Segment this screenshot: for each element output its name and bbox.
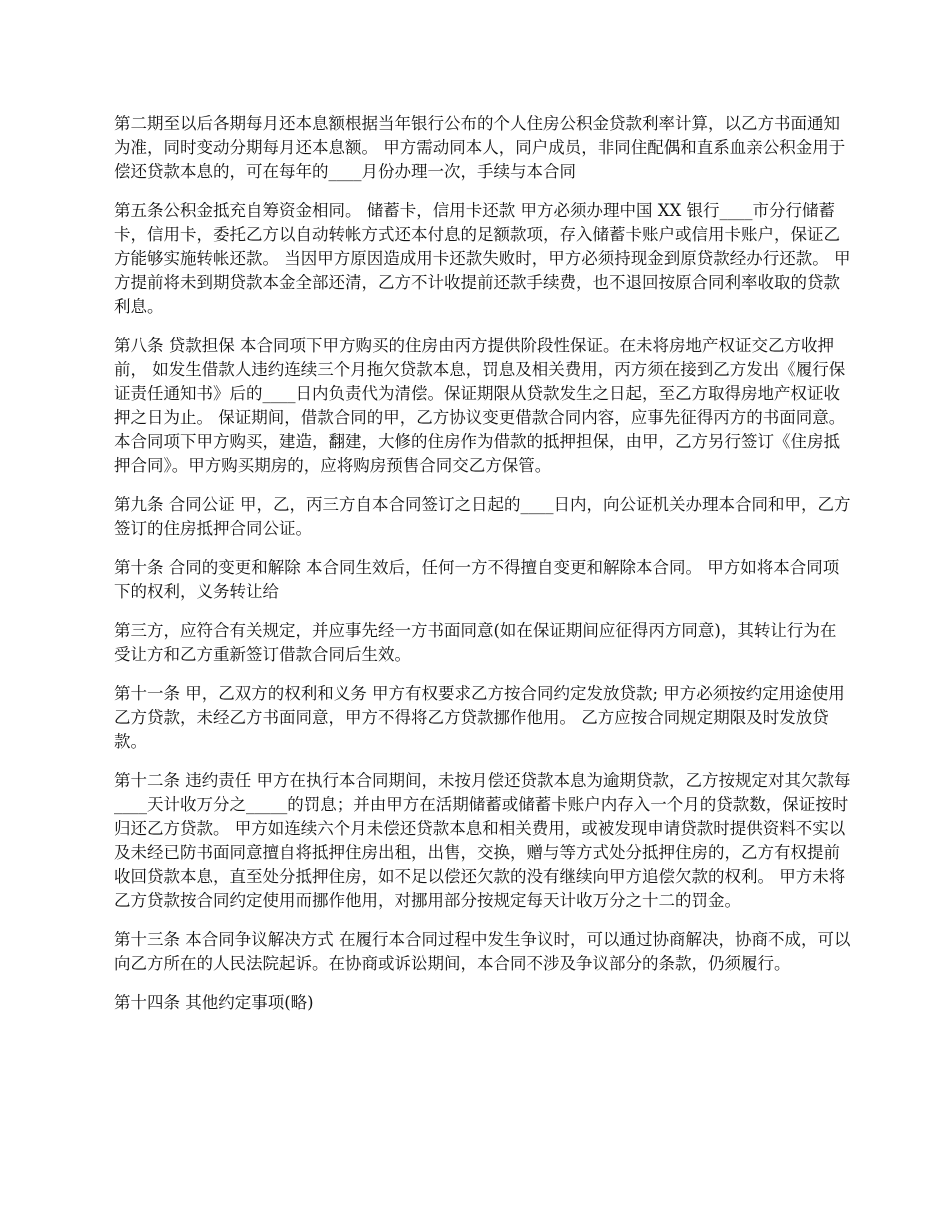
paragraph-article-12-liability: 第十二条 违约责任 甲方在执行本合同期间，未按月偿还贷款本息为逾期贷款，乙方按规定对其欠款每____天计收万分之_____的罚息；并由甲方在活期储蓄或储蓄卡账户内存入一个月的贷款数，保证按时归还乙方贷款。 甲方如连续六个月未偿还贷款本息和相关费用，或被发现申请贷款时提供资料不实以及未经已防书面同意擅自将抵押住房出租，出售，交换，赠与等方式处分抵押住房的，乙方有权提前收回贷款本息，直至处分抵押住房，如不足以偿还欠款的没有继续向甲方追偿欠款的权利。 甲方未将乙方贷款按合同约定使用而挪作他用，对挪用部分按规定每天计收万分之十二的罚金。 bbox=[114, 771, 851, 910]
paragraph-third-party-transfer: 第三方，应符合有关规定，并应事先经一方书面同意(如在保证期间应征得丙方同意)，其转让行为在受让方和乙方重新签订借款合同后生效。 bbox=[114, 621, 837, 664]
paragraph-article-9-notarization: 第九条 合同公证 甲，乙，丙三方自本合同签订之日起的____日内，向公证机关办理本合同和甲，乙方签订的住房抵押合同公证。 bbox=[114, 495, 851, 538]
paragraph-article-10-modification: 第十条 合同的变更和解除 本合同生效后，任何一方不得擅自变更和解除本合同。 甲方如将本合同项下的权利，义务转让给 bbox=[114, 558, 840, 601]
paragraph-article-8-loan-guarantee: 第八条 贷款担保 本合同项下甲方购买的住房由丙方提供阶段性保证。在未将房地产权证交乙方收押前， 如发生借款人违约连续三个月拖欠贷款本息，罚息及相关费用，丙方须在接到乙方发出《履行保证责任通知书》后的____日内负责代为清偿。保证期限从贷款发生之日起，至乙方取得房地产权证收押之日为止。 保证期间，借款合同的甲，乙方协议变更借款合同内容，应事先征得丙方的书面同意。 本合同项下甲方购买，建造，翻建，大修的住房作为借款的抵押担保，由甲，乙方另行签订《住房抵押合同》。甲方购买期房的，应将购房预售合同交乙方保管。 bbox=[114, 336, 846, 475]
document-body bbox=[114, 112, 852, 1030]
paragraph-article-11-rights-obligations: 第十一条 甲，乙双方的权利和义务 甲方有权要求乙方按合同约定发放贷款; 甲方必须按约定用途使用乙方贷款，未经乙方书面同意，甲方不得将乙方贷款挪作他用。 乙方应按合同规定期限及时发放贷款。 bbox=[114, 684, 845, 751]
paragraph-article-14-other-terms: 第十四条 其他约定事项(略) bbox=[114, 993, 314, 1012]
paragraph-article-13-dispute-resolution: 第十三条 本合同争议解决方式 在履行本合同过程中发生争议时，可以通过协商解决，协商不成，可以向乙方所在的人民法院起诉。在协商或诉讼期间，本合同不涉及争议部分的条款，仍须履行。 bbox=[114, 930, 851, 973]
paragraph-installment-repayment: 第二期至以后各期每月还本息额根据当年银行公布的个人住房公积金贷款利率计算，以乙方书面通知为准，同时变动分期每月还本息额。 甲方需动同本人，同户成员，非同住配偶和直系血亲公积金用于偿还贷款本息的，可在每年的____月份办理一次，手续与本合同 bbox=[114, 114, 846, 181]
paragraph-article-5-card-repayment: 第五条公积金抵充自筹资金相同。 储蓄卡，信用卡还款 甲方必须办理中国 XX 银行____市分行储蓄卡，信用卡，委托乙方以自动转帐方式还本付息的足额款项，存入储蓄卡账户或信用卡账户，保证乙方能够实施转帐还款。 当因甲方原因造成用卡还款失败时，甲方必须持现金到原贷款经办行还款。 甲方提前将未到期贷款本金全部还清，乙方不计收提前还款手续费，也不退回按原合同利率收取的贷款利息。 bbox=[114, 201, 851, 316]
